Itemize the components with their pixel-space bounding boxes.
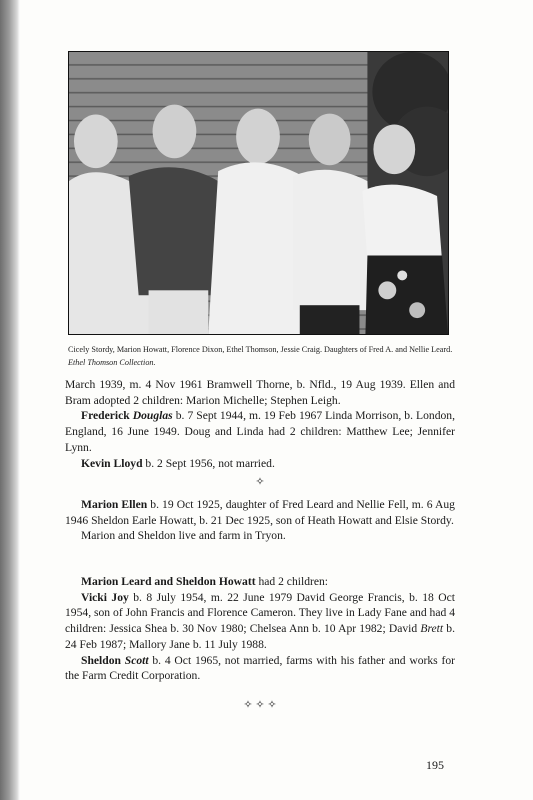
children-heading	[65, 574, 455, 590]
entry-marion-name: Marion Ellen	[81, 498, 148, 511]
entry-marion-residence: Marion and Sheldon live and farm in Tryon.	[81, 529, 286, 543]
section-ornament-1: ✧	[255, 476, 265, 488]
entries-block-ellen	[65, 377, 455, 471]
entry-frederick-nickname: Douglas	[132, 409, 173, 423]
entry-vicki-name: Vicki Joy	[81, 590, 129, 604]
entry-frederick-name: Frederick	[81, 409, 130, 423]
entry-kevin-text: b. 2 Sept 1956, not married.	[142, 456, 275, 470]
entry-marion-text: b. 19 Oct 1925, daughter of Fred Leard and Nellie Fell, m. 6 Aug 1946 Sheldon Earle Howatt, b. 21 Dec 1925, son of Heath Howatt and Elsie Stordy.	[65, 498, 455, 527]
caption-text: Cicely Stordy, Marion Howatt, Florence Dixon, Ethel Thomson, Jessie Craig. Daughters of Fred A. and Nellie Leard.	[68, 345, 453, 354]
entry-marion	[65, 497, 455, 528]
entry-sheldon	[65, 653, 455, 684]
children-heading-text: had 2 children:	[255, 575, 329, 588]
entry-sheldon-nickname: Scott	[124, 653, 149, 667]
entry-ellen-continued: March 1939, m. 4 Nov 1961 Bramwell Thorne, b. Nfld., 19 Aug 1939. Ellen and Bram adopted 2 children: Marion Michelle; Stephen Leigh.	[65, 378, 455, 407]
entry-vicki-brett: Brett	[420, 622, 444, 636]
entry-vicki-text-b: b. 24 Feb 1987; Mallory Jane b. 11 July 1988.	[65, 622, 456, 651]
entry-vicki-text-a: b. 8 July 1954, m. 22 June 1979 David George Francis, b. 18 Oct 1954, son of John Francis and Florence Cameron. They live in Lady Fane and had 4 children: Jessica Shea b. 30 Nov 1980; Chelsea Ann b. 10 Apr 1982; David	[65, 590, 455, 636]
entry-frederick-text: b. 7 Sept 1944, m. 19 Feb 1967 Linda Morrison, b. London, England, 16 June 1949. Doug and Linda had 2 children: Matthew Lee; Jennifer Lynn.	[65, 409, 455, 454]
entries-block-marion	[65, 497, 455, 544]
entry-kevin-name: Kevin Lloyd	[81, 456, 143, 470]
entry-kevin	[65, 456, 455, 472]
photo-caption	[68, 343, 453, 369]
entries-block-children	[65, 574, 455, 684]
group-photograph	[68, 51, 449, 335]
book-binding-shadow	[0, 0, 20, 800]
entry-sheldon-text: b. 4 Oct 1965, not married, farms with his father and works for the Farm Credit Corporation.	[65, 653, 455, 683]
children-heading-names: Marion Leard and Sheldon Howatt	[81, 575, 256, 588]
page-number: 195	[426, 758, 444, 772]
entry-vicki	[65, 590, 455, 653]
entry-sheldon-name: Sheldon	[81, 653, 121, 667]
caption-credit: Ethel Thomson Collection.	[68, 358, 156, 367]
entry-frederick	[65, 408, 455, 455]
section-ornament-2: ✧ ✧ ✧	[243, 699, 277, 711]
